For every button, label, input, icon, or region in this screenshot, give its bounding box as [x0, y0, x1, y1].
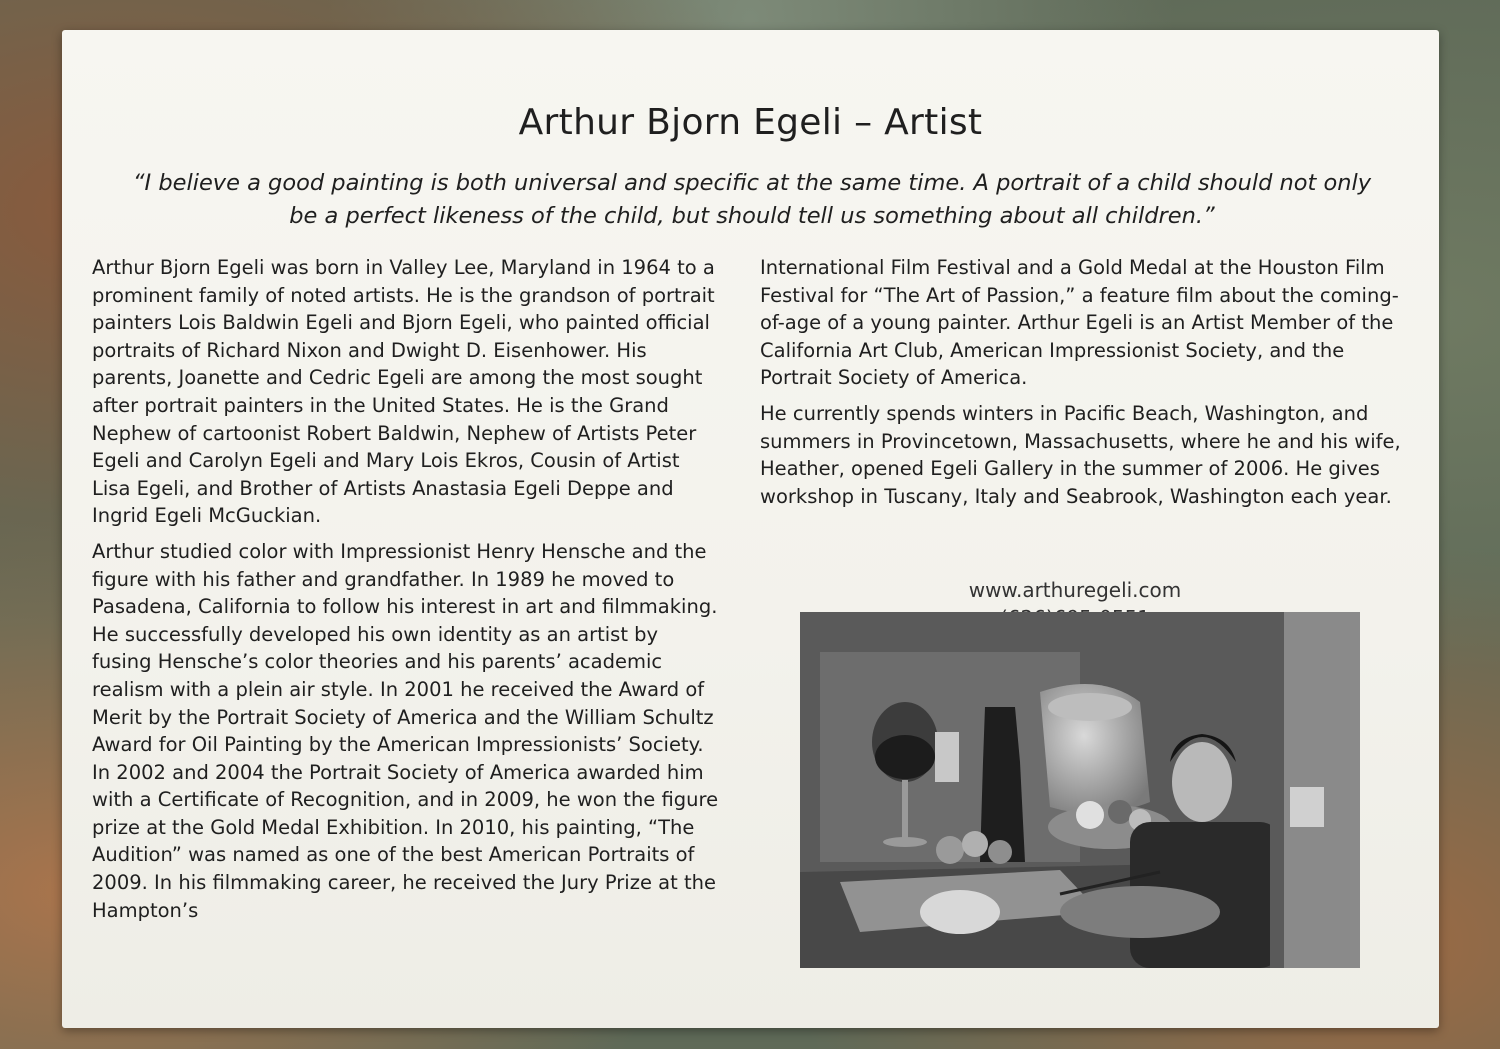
- artist-photo: [800, 612, 1360, 968]
- artist-card: [62, 30, 1439, 1028]
- bio-paragraph-career: Arthur studied color with Impressionist Henry Hensche and the figure with his father and grandfather. In 1989 he moved to Pasadena, California to follow his interest in art and filmmaking. He successfully developed his own identity as an artist by fusing Hensche’s color theories and his parents’ academic realism with a plein air style. In 2001 he received the Award of Merit by the Portrait Society of America and the William Schultz Award for Oil Painting by the American Impressionists’ Society. In 2002 and 2004 the Portrait Society of America awarded him with a Certificate of Recognition, and in 2009, he won the figure prize at the Gold Medal Exhibition. In 2010, his painting, “The Audition” was named as one of the best American Portraits of 2009. In his filmmaking career, he received the Jury Prize at the Hampton’s: [92, 539, 719, 922]
- website-link[interactable]: www.arthuregeli.com: [968, 578, 1182, 602]
- bio-paragraph-family: Arthur Bjorn Egeli was born in Valley Lee, Maryland in 1964 to a prominent family of noted artists. He is the grandson of portrait painters Lois Baldwin Egeli and Bjorn Egeli, who painted official portraits of Richard Nixon and Dwight D. Eisenhower. His parents, Joanette and Cedric Egeli are among the most sought after portrait painters in the United States. He is the Grand Nephew of cartoonist Robert Baldwin, Nephew of Artists Peter Egeli and Carolyn Egeli and Mary Lois Ekros, Cousin of Artist Lisa Egeli, and Brother of Artists Anastasia Egeli Deppe and Ingrid Egeli McGuckian.: [92, 256, 715, 528]
- artist-quote: “I believe a good painting is both universal and specific at the same time. A portrait of a child should not only be a perfect likeness of the child, but should tell us something about all children.”: [132, 170, 1372, 229]
- bio-paragraph-film: International Film Festival and a Gold Medal at the Houston Film Festival for “The Art of Passion,” a feature film about the coming-of-age of a young painter. Arthur Egeli is an Artist Member of the California Art Club, American Impressionist Society, and the Portrait Society of America.: [760, 256, 1399, 390]
- artist-in-studio-image: [800, 612, 1360, 968]
- bio-left-column: [92, 254, 722, 932]
- card-title: Arthur Bjorn Egeli – Artist: [518, 102, 983, 143]
- bio-right-column: [760, 254, 1410, 518]
- bio-paragraph-residence: He currently spends winters in Pacific Beach, Washington, and summers in Provincetown, Massachusetts, where he and his wife, Heather, opened Egeli Gallery in the summer of 2006. He gives workshop in Tuscany, Italy and Seabrook, Washington each year.: [760, 401, 1401, 508]
